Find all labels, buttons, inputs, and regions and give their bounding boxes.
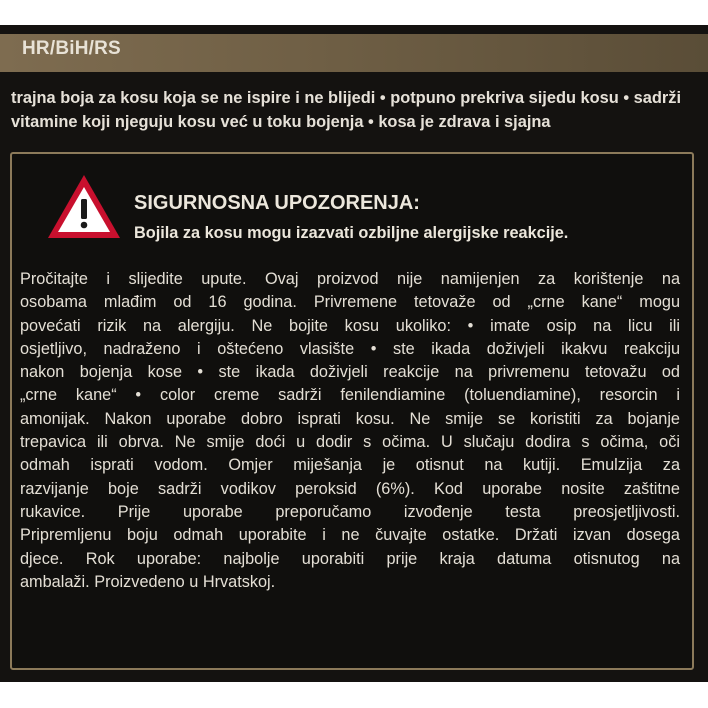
warning-body-line: odmah isprati vodom. Omjer miješanja je otisnut na kutiji. Emulzija za bbox=[20, 456, 680, 475]
warning-body-line: Pripremljenu boju odmah uporabite i ne čuvajte ostatke. Držati izvan dosega bbox=[20, 526, 680, 545]
warning-body bbox=[20, 268, 680, 594]
warning-body-line: razvijanje boje sadrži vodikov peroksid (6%). Kod uporabe nosite zaštitne bbox=[20, 479, 680, 498]
product-description bbox=[11, 86, 701, 134]
warning-triangle-icon bbox=[45, 172, 123, 242]
warning-exclamation-dot bbox=[81, 222, 88, 229]
warning-body-line: Pročitajte i slijedite upute. Ovaj proizvod nije namijenjen za korištenje na bbox=[20, 270, 680, 288]
description-line: vitamine koji njeguju kosu već u toku bojenja • kosa je zdrava i sjajna bbox=[11, 113, 551, 131]
description-line: trajna boja za kosu koja se ne ispire i ne blijedi • potpuno prekriva sijedu kosu • sadrži bbox=[11, 89, 682, 107]
warning-subtitle: Bojila za kosu mogu izazvati ozbiljne alergijske reakcije. bbox=[134, 224, 569, 242]
warning-body-line: djece. Rok uporabe: najbolje uporabiti prije kraja datuma otisnutog na bbox=[20, 549, 680, 568]
warning-body-line: osobama mlađim od 16 godina. Privremene tetovaže od „crne kane“ mogu bbox=[20, 293, 680, 312]
warning-body-line: „crne kane“ • color creme sadrži fenilendiamine (toluendiamine), resorcin i bbox=[20, 386, 680, 405]
warning-body-line: rukavice. Prije uporabe preporučamo izvođenje testa preosjetljivosti. bbox=[20, 502, 680, 521]
warning-body-line: ambalaži. Proizvedeno u Hrvatskoj. bbox=[20, 572, 276, 591]
warning-body-line: osjetljivo, nadraženo i oštećeno vlasište • ste ikada doživjeli ikakvu reakciju bbox=[20, 339, 680, 358]
warning-title: SIGURNOSNA UPOZORENJA: bbox=[134, 192, 420, 214]
warning-body-line: amonijak. Nakon uporabe dobro isprati kosu. Ne smije se koristiti za bojanje bbox=[20, 409, 680, 428]
warning-exclamation-bar bbox=[81, 199, 87, 219]
region-label: HR/BiH/RS bbox=[22, 38, 121, 59]
warning-body-line: trepavica ili obrva. Ne smije doći u dodir s očima. U slučaju dodira s očima, oči bbox=[20, 433, 680, 452]
warning-body-line: nakon bojenja kose • ste ikada doživjeli reakcije na privremenu tetovažu od bbox=[20, 363, 680, 382]
warning-body-line: povećati rizik na alergiju. Ne bojite kosu ukoliko: • imate osip na licu ili bbox=[20, 316, 680, 335]
